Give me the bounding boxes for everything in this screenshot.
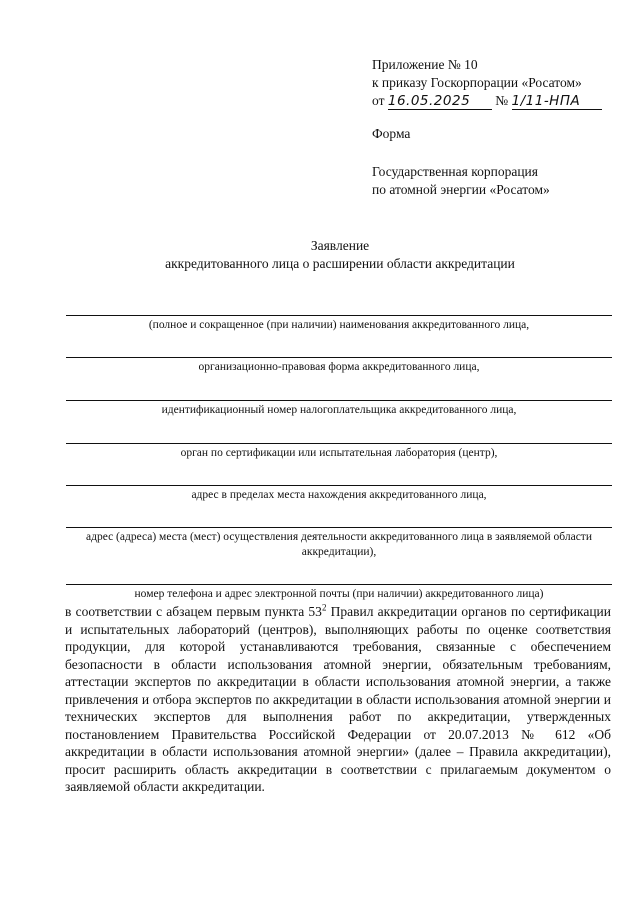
date-prefix: от xyxy=(372,93,385,108)
field-caption-inn: идентификационный номер налогоплательщика аккредитованного лица, xyxy=(161,404,517,416)
annex-order-ref: к приказу Госкорпорации «Росатом» xyxy=(372,75,582,90)
statement-text-rest: Правил аккредитации органов по сертификации и испытательных лабораторий (центров), выполняющих работы по оценке соответствия продукции, для которой устанавливаются требования, связанные с обеспечением безопасности в области использования атомной энергии, обязательным требованиям, аттестации экспертов по аккредитации в области использования атомной энергии, а также привлечения и отбора экспертов по аккредитации в области использования атомной энергии и технических экспертов для выполнения работ по аккредитации, утвержденных постановлением Правительства Российской Федерации от 20.07.2013 № 612 «Об аккредитации в области использования атомной энергии» (далее – Правила аккредитации), просит расширить область аккредитации в соответствии с прилагаемым документом о заявляемой области аккредитации. xyxy=(65,604,611,794)
form-label: Форма xyxy=(372,126,411,141)
field-line-activity-address[interactable] xyxy=(66,527,612,528)
date-field xyxy=(388,93,492,110)
recipient-line-1: Государственная корпорация xyxy=(372,164,538,179)
annex-header xyxy=(372,56,602,110)
annex-date-line xyxy=(372,92,602,110)
annex-number: Приложение № 10 xyxy=(372,57,478,72)
statement-paragraph xyxy=(65,603,611,796)
field-line-address[interactable] xyxy=(66,485,612,486)
title-line-2: аккредитованного лица о расширении области аккредитации xyxy=(165,256,515,271)
field-line-name[interactable] xyxy=(66,315,612,316)
recipient-block xyxy=(372,163,550,199)
number-prefix: № xyxy=(495,93,509,108)
document-title xyxy=(40,237,640,273)
recipient-line-2: по атомной энергии «Росатом» xyxy=(372,182,550,197)
footnote-superscript: 2 xyxy=(321,602,327,613)
field-caption-legal-form: организационно-правовая форма аккредитованного лица, xyxy=(198,361,480,373)
title-line-1: Заявление xyxy=(310,238,370,253)
field-caption-name: (полное и сокращенное (при наличии) наименования аккредитованного лица, xyxy=(148,319,530,331)
field-caption-contacts: номер телефона и адрес электронной почты (при наличии) аккредитованного лица) xyxy=(134,588,544,600)
field-caption-body-type: орган по сертификации или испытательная лаборатория (центр), xyxy=(180,447,498,459)
handwritten-date: 16.05.2025 xyxy=(387,93,471,109)
statement-text-start: в соответствии с абзацем первым пункта 53 xyxy=(65,604,322,619)
handwritten-number: 1/11-НПА xyxy=(511,93,581,109)
number-field xyxy=(512,93,602,110)
field-caption-activity-address: адрес (адреса) места (мест) осуществления деятельности аккредитованного лица в заявляемой области аккредитации), xyxy=(85,531,592,558)
field-line-inn[interactable] xyxy=(66,400,612,401)
field-line-legal-form[interactable] xyxy=(66,357,612,358)
field-line-contacts[interactable] xyxy=(66,584,612,585)
field-caption-address: адрес в пределах места нахождения аккредитованного лица, xyxy=(191,489,487,501)
field-line-body-type[interactable] xyxy=(66,443,612,444)
